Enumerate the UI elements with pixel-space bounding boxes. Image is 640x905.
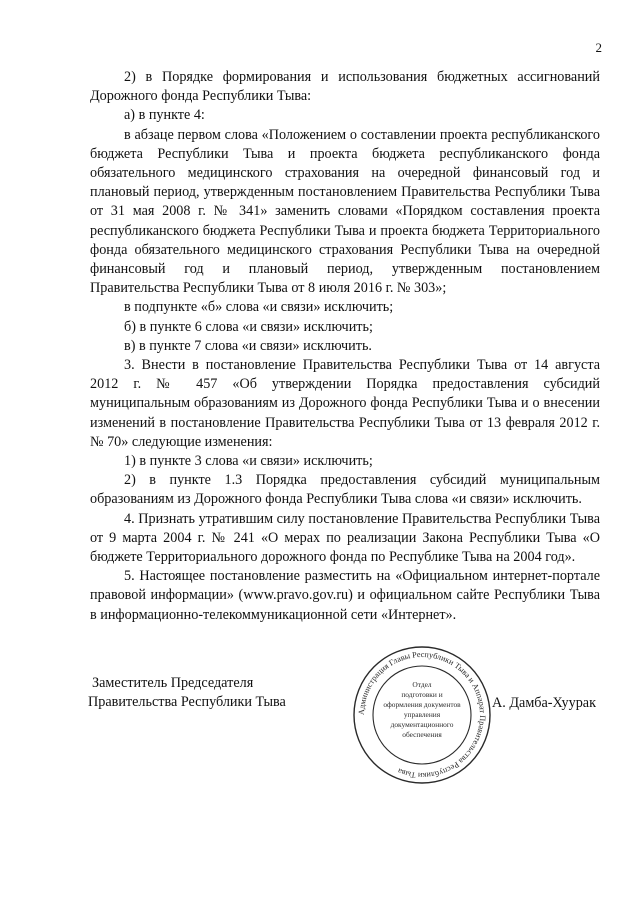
paragraph: 5. Настоящее постановление разместить на «Официальном интернет-портале правовой информации» (www.pravo.gov.ru) и официальном сайте Республики Тыва в информационно-телекоммуникационной сети «Интернет». bbox=[90, 568, 600, 623]
stamp-outer-text: Администрация Главы Республики Тыва и Аппарат Правительства Республики Тыва bbox=[356, 649, 488, 781]
paragraph: 2) в пункте 1.3 Порядка предоставления субсидий муниципальным образованиям из Дорожного фонда Республики Тыва слова «и связи» исключить. bbox=[90, 472, 600, 508]
signatory-title-line: Заместитель Председателя bbox=[92, 675, 254, 691]
paragraph: в подпункте «б» слова «и связи» исключить; bbox=[124, 299, 394, 316]
signatory-title bbox=[88, 674, 286, 713]
paragraph: б) в пункте 6 слова «и связи» исключить; bbox=[124, 318, 373, 335]
paragraph: 1) в пункте 3 слова «и связи» исключить; bbox=[124, 453, 373, 470]
stamp-inner-line: документационного bbox=[390, 720, 454, 729]
signatory-title-line: Правительства Республики Тыва bbox=[88, 694, 286, 711]
body-text bbox=[90, 68, 600, 625]
stamp-inner-line: оформления документов bbox=[383, 700, 461, 709]
paragraph: в) в пункте 7 слова «и связи» исключить. bbox=[124, 337, 372, 354]
paragraph: 3. Внести в постановление Правительства Республики Тыва от 14 августа 2012 г. № 457 «Об утверждении Порядка предоставления субсидий муниципальным образованиям из Дорожного фонда Республики Тыва и о внесении изменений в постановление Правительства Республики Тыва от 13 февраля 2012 г. № 70» следующие изменения: bbox=[90, 357, 600, 450]
signature-block bbox=[0, 670, 640, 780]
paragraph: 2) в Порядке формирования и использования бюджетных ассигнований Дорожного фонда Республики Тыва: bbox=[90, 69, 600, 105]
page-number: 2 bbox=[595, 40, 602, 55]
stamp-inner-line: подготовки и bbox=[401, 690, 443, 699]
paragraph: в абзаце первом слова «Положением о составлении проекта республиканского бюджета Республики Тыва и проекта бюджета республиканского фонда обязательного медицинского страхования на очередной финансовый год и плановый период, утвержденным постановлением Правительства Республики Тыва от 31 мая 2008 г. № 341» заменить словами «Порядком составления проекта республиканского бюджета Республики Тыва и проекта бюджета Территориального фонда обязательного медицинского страхования Республики Тыва на очередной финансовый год и плановый период, утвержденным постановлением Правительства Республики Тыва от 8 июля 2016 г. № 303»; bbox=[90, 126, 600, 297]
signatory-name: А. Дамба-Хуурак bbox=[492, 695, 597, 711]
stamp-inner-line: обеспечения bbox=[402, 730, 442, 739]
stamp-inner-line: Отдел bbox=[412, 680, 432, 689]
stamp-inner-line: управления bbox=[403, 710, 441, 719]
paragraph: 4. Признать утратившим силу постановление Правительства Республики Тыва от 9 марта 2004 г. № 241 «О мерах по реализации Закона Республики Тыва «О бюджете Территориального дорожного фонда по Республике Тыва на 2004 год». bbox=[90, 510, 600, 566]
paragraph: а) в пункте 4: bbox=[124, 107, 205, 124]
